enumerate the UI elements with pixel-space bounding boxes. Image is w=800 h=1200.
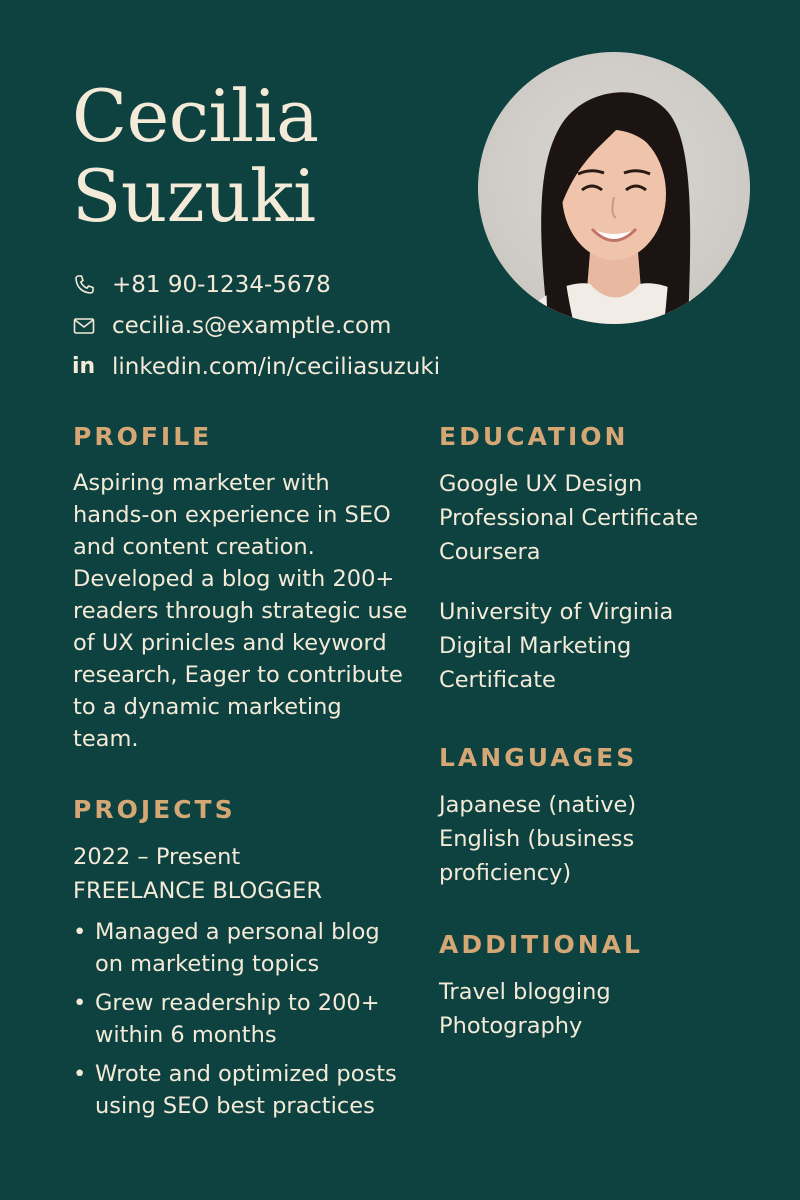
contact-list	[72, 264, 440, 387]
profile-heading: PROFILE	[73, 422, 213, 451]
profile-text: Aspiring marketer with hands-on experience in SEO and content creation. Developed a blog with 200+ readers through strategic use of UX prinicles and keyword research, Eager to contribute to a dynamic marketing team.	[73, 470, 408, 752]
profile-section	[73, 422, 413, 755]
education-heading: EDUCATION	[439, 422, 629, 451]
education-entry	[439, 595, 779, 697]
additional-section	[439, 930, 779, 1043]
contact-linkedin[interactable]	[72, 346, 440, 387]
education-section	[439, 422, 779, 697]
linkedin-icon: in	[72, 354, 96, 379]
contact-email[interactable]	[72, 305, 440, 346]
languages-heading: LANGUAGES	[439, 743, 638, 772]
right-column	[439, 422, 779, 1043]
additional-item: Travel blogging	[439, 979, 611, 1005]
linkedin-text: linkedin.com/in/ceciliasuzuki	[112, 353, 441, 380]
project-period: 2022 – Present	[73, 844, 241, 870]
projects-section	[73, 795, 413, 1122]
project-role: FREELANCE BLOGGER	[73, 878, 322, 904]
phone-icon	[72, 273, 112, 297]
list-item: • Wrote and optimized posts using SEO best practices	[73, 1058, 413, 1122]
projects-heading: PROJECTS	[73, 795, 236, 824]
phone-text: +81 90-1234-5678	[112, 271, 331, 298]
education-line: Professional Certificate	[439, 505, 699, 531]
languages-section	[439, 743, 779, 890]
name-heading	[72, 76, 319, 236]
left-column	[73, 422, 413, 1148]
additional-item: Photography	[439, 1013, 583, 1039]
profile-photo	[478, 52, 750, 324]
portrait-illustration	[478, 52, 750, 324]
language-item: English (business proficiency)	[439, 826, 635, 886]
education-line: Digital Marketing	[439, 633, 632, 659]
education-entry	[439, 467, 779, 569]
education-line: Certificate	[439, 667, 556, 693]
project-bullets	[73, 916, 413, 1122]
education-line: Coursera	[439, 539, 541, 565]
email-text: cecilia.s@examptle.com	[112, 312, 392, 339]
contact-phone[interactable]	[72, 264, 440, 305]
additional-heading: ADDITIONAL	[439, 930, 643, 959]
list-item: • Managed a personal blog on marketing topics	[73, 916, 413, 980]
email-icon	[72, 314, 112, 338]
language-item: Japanese (native)	[439, 792, 637, 818]
education-line: University of Virginia	[439, 599, 674, 625]
list-item: • Grew readership to 200+ within 6 months	[73, 987, 413, 1051]
education-line: Google UX Design	[439, 471, 643, 497]
last-name: Suzuki	[72, 154, 316, 238]
first-name: Cecilia	[72, 74, 319, 158]
